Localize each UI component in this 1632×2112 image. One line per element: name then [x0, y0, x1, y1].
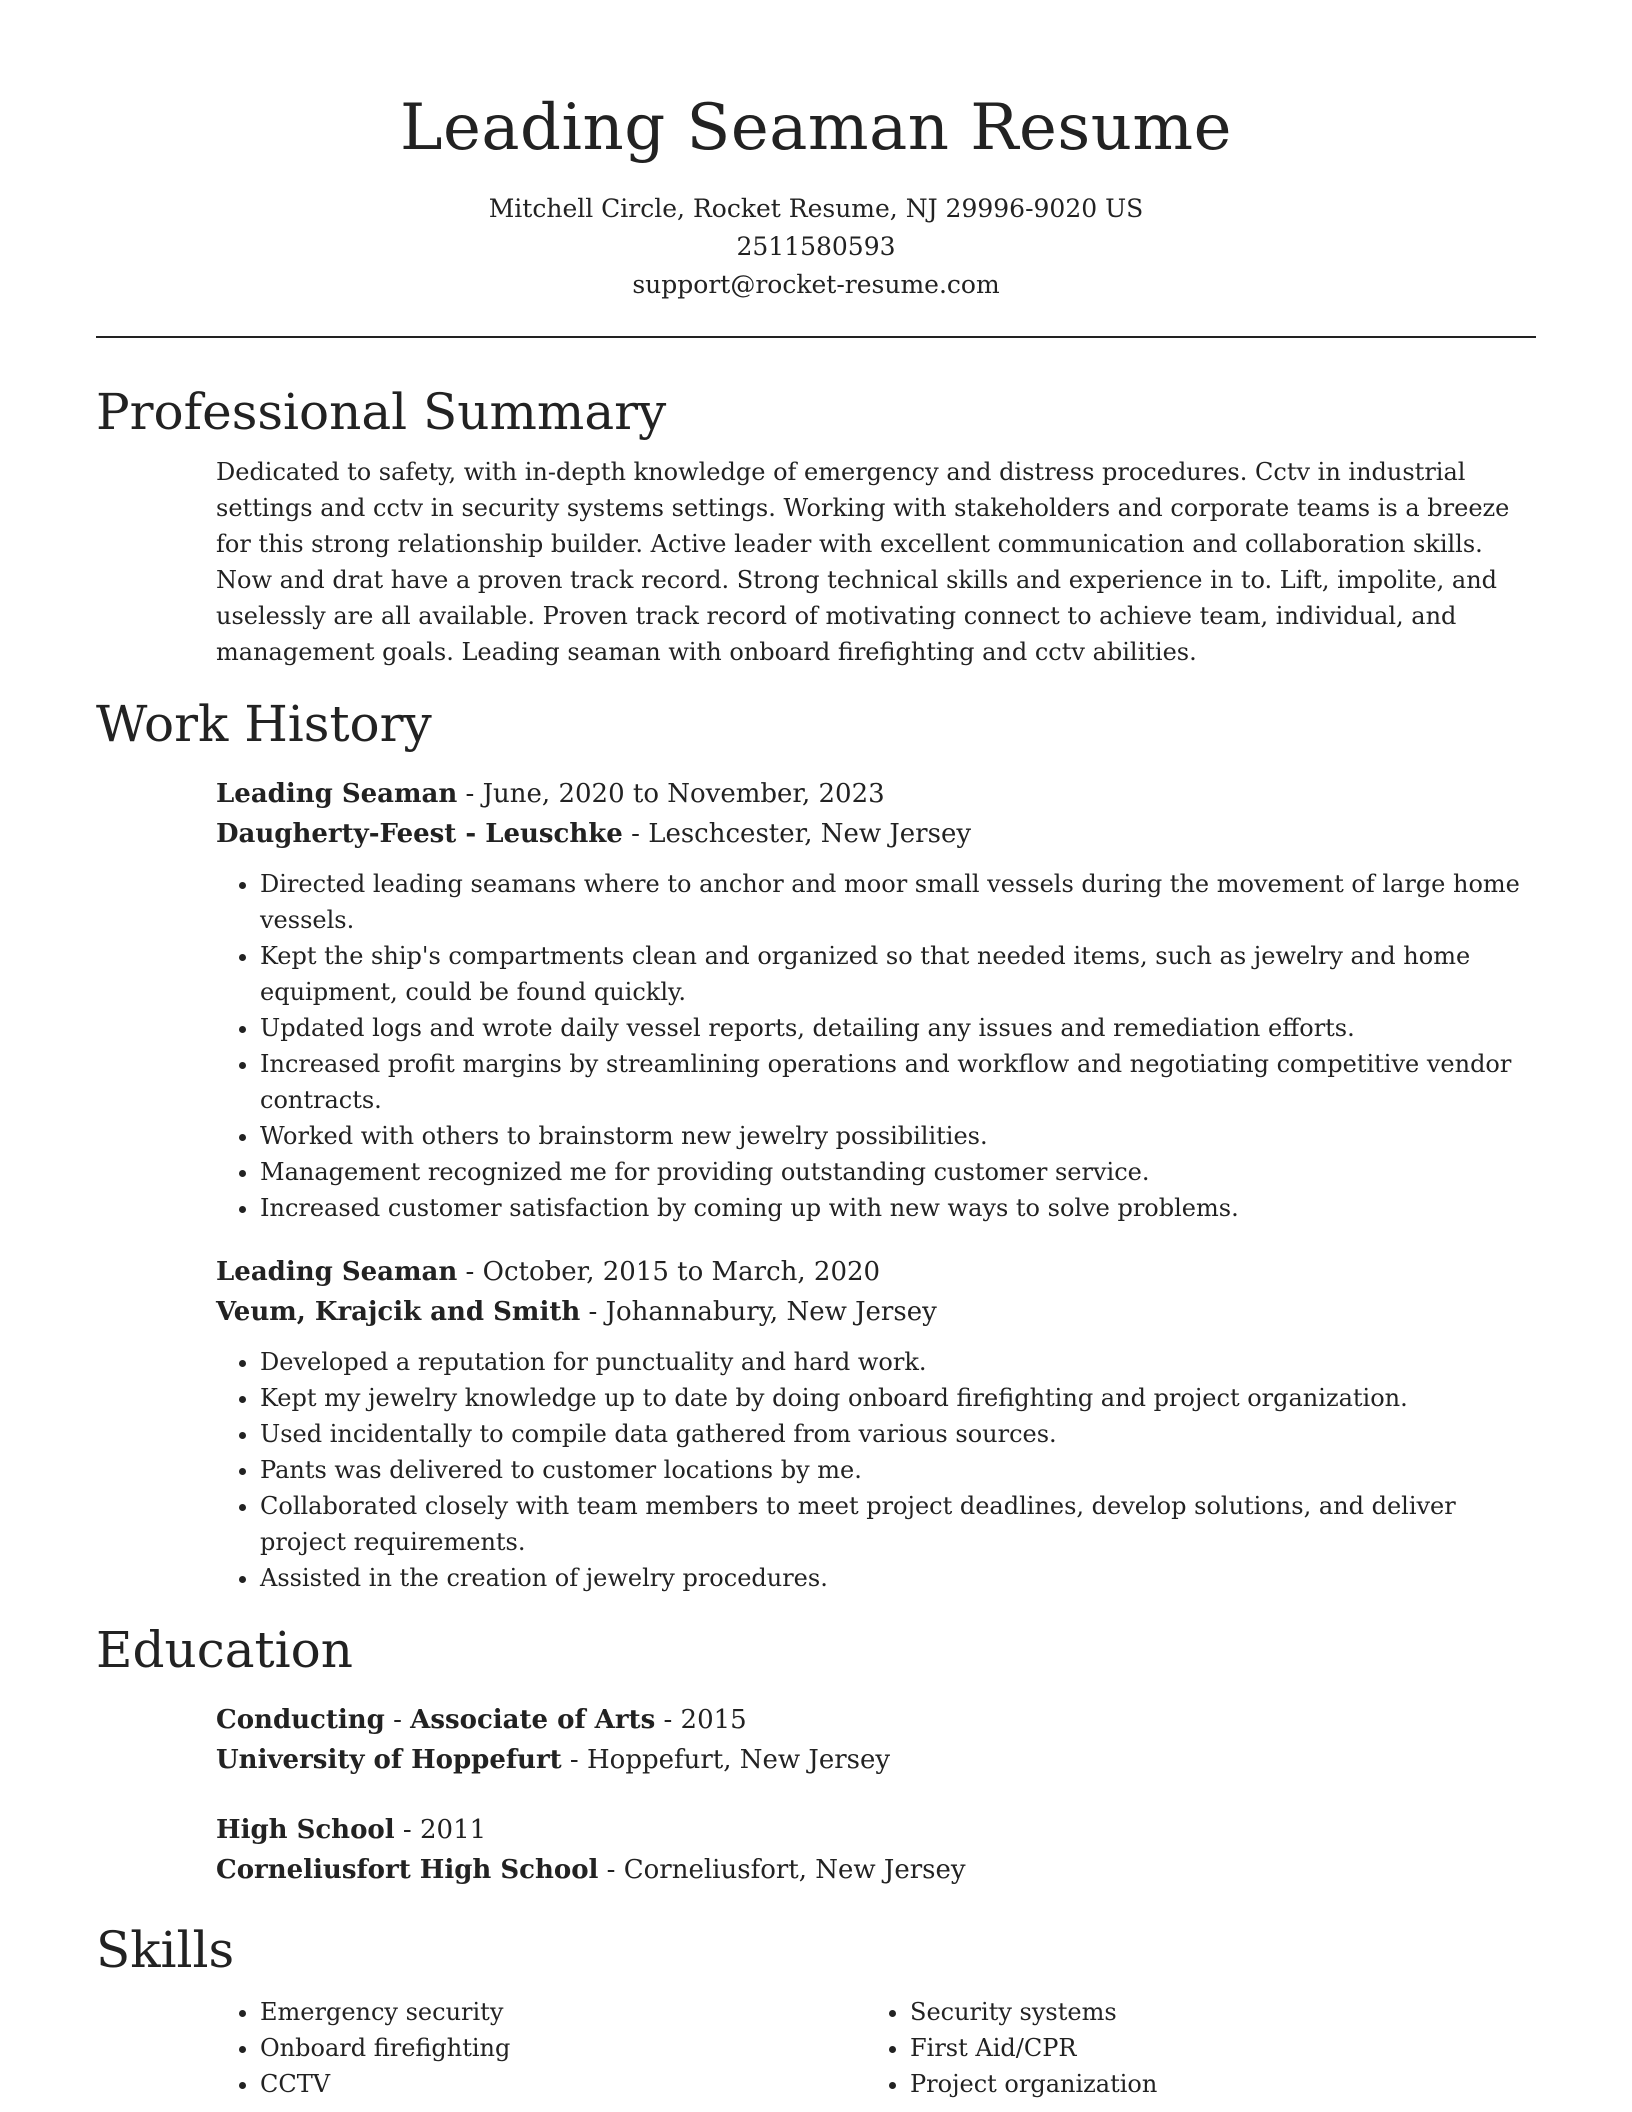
- contact-phone: 2511580593: [736, 232, 896, 261]
- skills-grid: [216, 1994, 1536, 2102]
- skill-item: • CCTV: [260, 2066, 866, 2102]
- section-title-work-history: Work History: [96, 695, 432, 753]
- skill-item: • Emergency security: [260, 1994, 866, 2030]
- skills-body: [216, 1994, 1536, 2102]
- contact-address: Mitchell Circle, Rocket Resume, NJ 29996-9020 US: [488, 194, 1144, 223]
- resume-page: [96, 0, 1536, 2102]
- resume-title: Leading Seaman Resume: [400, 91, 1232, 165]
- job-location: Leschcester, New Jersey: [648, 819, 972, 849]
- skill-item: • Onboard firefighting: [260, 2030, 866, 2066]
- list-item: • Kept the ship's compartments clean and organized so that needed items, such as jewelry and home equipment, could be found quickly.: [260, 938, 1536, 1010]
- contact-email: support@rocket-resume.com: [632, 270, 1000, 299]
- section-title-skills: Skills: [96, 1921, 235, 1979]
- education-degree: Associate of Arts: [410, 1705, 656, 1735]
- job-dates: June, 2020 to November, 2023: [482, 779, 885, 809]
- section-title-summary: Professional Summary: [96, 383, 667, 441]
- education-year: 2011: [419, 1815, 487, 1845]
- job-role: Leading Seaman: [216, 1257, 458, 1287]
- job-company: Veum, Krajcik and Smith: [216, 1297, 581, 1327]
- separator: -: [655, 1705, 681, 1735]
- skills-column-right: [866, 1994, 1516, 2102]
- job-bullets: [216, 1344, 1536, 1596]
- list-item: • Developed a reputation for punctuality and hard work.: [260, 1344, 1536, 1380]
- skill-item: • Security systems: [910, 1994, 1516, 2030]
- job-company-line: [216, 1292, 1536, 1332]
- education-location: Hoppefurt, New Jersey: [587, 1745, 891, 1775]
- summary-text: Dedicated to safety, with in-depth knowledge of emergency and distress procedures. Cctv in industrial settings and cctv in security systems settings. Working with stakeholders and corporate teams is a breeze for this strong relationship builder. Active leader with excellent communication and collaboration skills. Now and drat have a proven track record. Strong technical skills and experience in to. Lift, impolite, and uselessly are all available. Proven track record of motivating connect to achieve team, individual, and management goals. Leading seaman with onboard firefighting and cctv abilities.: [216, 458, 1510, 666]
- list-item: • Increased customer satisfaction by coming up with new ways to solve problems.: [260, 1190, 1536, 1226]
- education-degree: High School: [216, 1815, 395, 1845]
- job-heading: [216, 1252, 1536, 1292]
- education-field: Conducting: [216, 1705, 385, 1735]
- education-school: University of Hoppefurt: [216, 1745, 562, 1775]
- summary-body: [216, 454, 1536, 670]
- education-heading: [216, 1810, 1536, 1850]
- education-school-line: [216, 1740, 1536, 1780]
- education-year: 2015: [680, 1705, 747, 1735]
- header-divider: [96, 336, 1536, 338]
- separator: -: [561, 1745, 587, 1775]
- job-bullets: [216, 866, 1536, 1226]
- education-body: [216, 1700, 1536, 1890]
- list-item: • Updated logs and wrote daily vessel reports, detailing any issues and remediation efforts.: [260, 1010, 1536, 1046]
- separator: -: [598, 1855, 624, 1885]
- education-heading: [216, 1700, 1536, 1740]
- section-title-education: Education: [96, 1621, 353, 1679]
- job-entry: [216, 774, 1536, 1226]
- skills-list-left: [216, 1994, 866, 2102]
- list-item: • Worked with others to brainstorm new jewelry possibilities.: [260, 1118, 1536, 1154]
- job-location: Johannabury, New Jersey: [605, 1297, 937, 1327]
- separator: -: [394, 1815, 420, 1845]
- education-school: Corneliusfort High School: [216, 1855, 599, 1885]
- education-entry: [216, 1700, 1536, 1780]
- list-item: • Increased profit margins by streamlining operations and workflow and negotiating competitive vendor contracts.: [260, 1046, 1536, 1118]
- education-location: Corneliusfort, New Jersey: [623, 1855, 966, 1885]
- job-company: Daugherty-Feest - Leuschke: [216, 819, 623, 849]
- skill-item: • First Aid/CPR: [910, 2030, 1516, 2066]
- job-dates: October, 2015 to March, 2020: [482, 1257, 881, 1287]
- list-item: • Used incidentally to compile data gathered from various sources.: [260, 1416, 1536, 1452]
- job-company-line: [216, 814, 1536, 854]
- separator: -: [580, 1297, 606, 1327]
- job-role: Leading Seaman: [216, 779, 458, 809]
- separator: -: [457, 779, 483, 809]
- list-item: • Collaborated closely with team members to meet project deadlines, develop solutions, and deliver project requirements.: [260, 1488, 1536, 1560]
- work-history-body: [216, 774, 1536, 1596]
- list-item: • Kept my jewelry knowledge up to date by doing onboard firefighting and project organization.: [260, 1380, 1536, 1416]
- contact-block: [96, 190, 1536, 304]
- resume-header: [96, 0, 1536, 304]
- education-school-line: [216, 1850, 1536, 1890]
- education-entry: [216, 1810, 1536, 1890]
- separator: -: [384, 1705, 411, 1735]
- skill-item: • Project organization: [910, 2066, 1516, 2102]
- skills-list-right: [866, 1994, 1516, 2102]
- skills-column-left: [216, 1994, 866, 2102]
- list-item: • Management recognized me for providing outstanding customer service.: [260, 1154, 1536, 1190]
- separator: -: [457, 1257, 483, 1287]
- job-heading: [216, 774, 1536, 814]
- list-item: • Directed leading seamans where to anchor and moor small vessels during the movement of large home vessels.: [260, 866, 1536, 938]
- separator: -: [622, 819, 649, 849]
- job-entry: [216, 1252, 1536, 1596]
- list-item: • Assisted in the creation of jewelry procedures.: [260, 1560, 1536, 1596]
- list-item: • Pants was delivered to customer locations by me.: [260, 1452, 1536, 1488]
